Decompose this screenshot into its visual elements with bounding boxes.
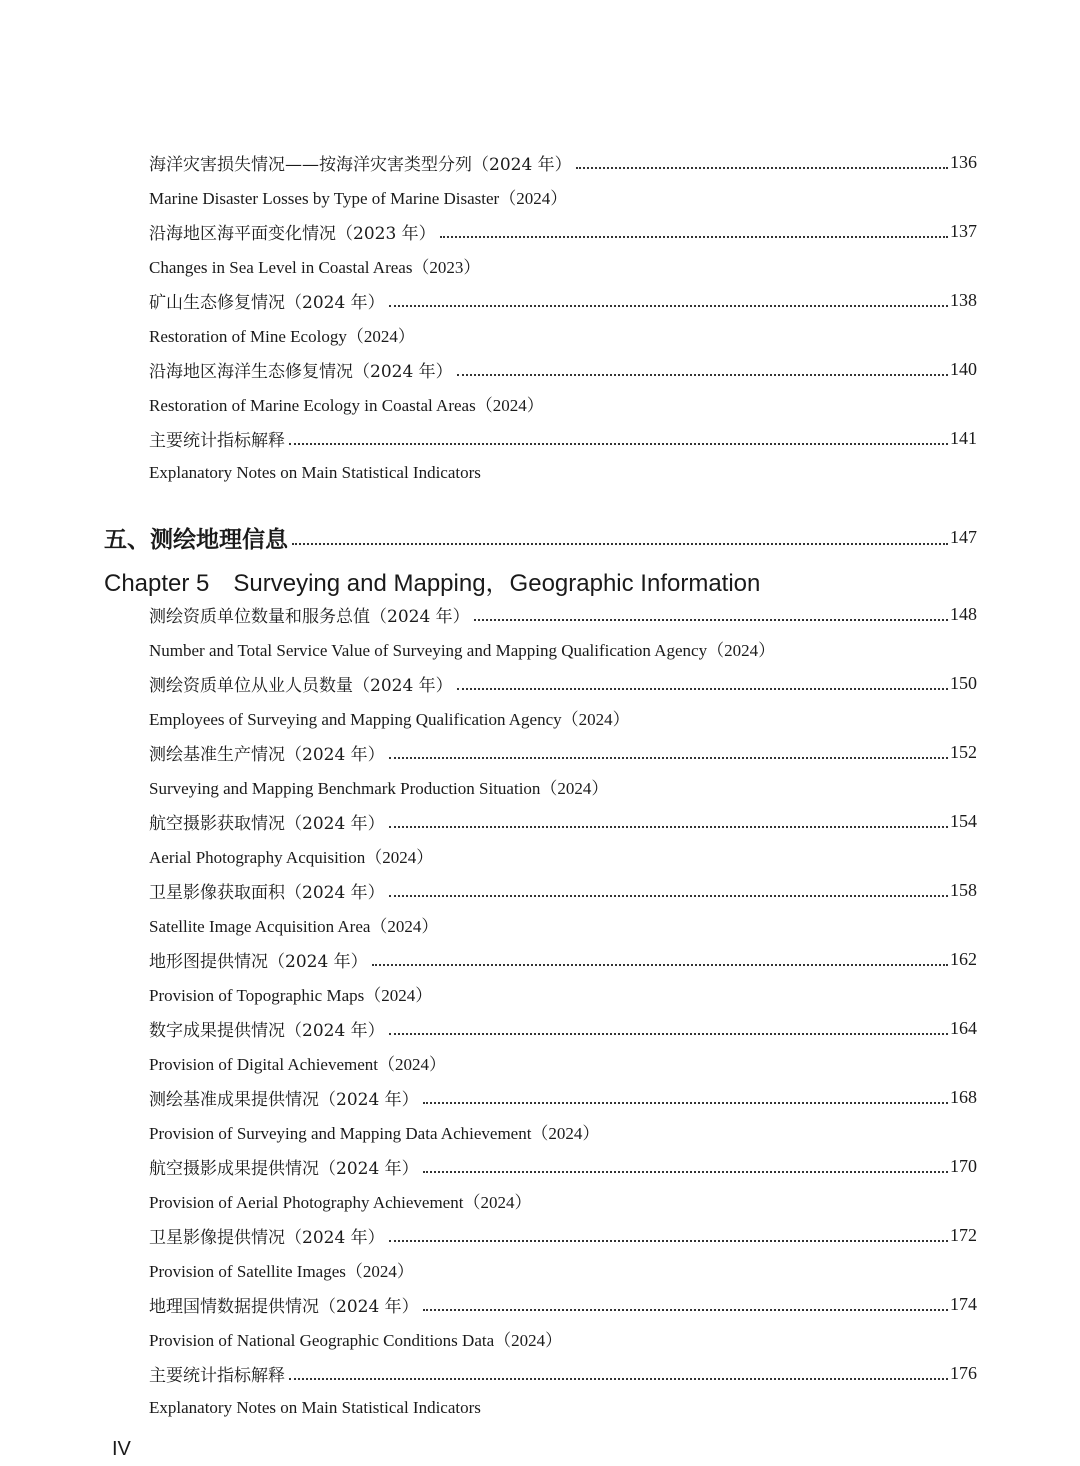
dot-leader [389,824,948,828]
toc-entry-title-en: Restoration of Marine Ecology in Coastal Areas（2024） [149,396,544,415]
chapter-heading-cn[interactable] [104,517,977,557]
toc-entry-title-cn: 测绘资质单位从业人员数量（2024 年） [149,675,453,696]
toc-entry[interactable] [149,942,977,976]
toc-page-number: 136 [950,151,977,172]
page-folio: IV [112,1438,131,1460]
toc-page-number: 172 [950,1224,977,1245]
toc-entry-title-cn: 航空摄影成果提供情况（2024 年） [149,1158,419,1179]
toc-entry[interactable] [149,1011,977,1045]
dot-leader [457,686,948,690]
toc-entry-title-en: Explanatory Notes on Main Statistical Indicators [149,462,481,482]
toc-entry-title-en: Provision of Digital Achievement（2024） [149,1055,446,1074]
toc-entry-title-cn: 沿海地区海洋生态修复情况（2024 年） [149,361,453,382]
dot-leader [440,234,948,238]
toc-entry[interactable] [149,283,977,317]
toc-entry-title-cn: 测绘基准成果提供情况（2024 年） [149,1089,419,1110]
toc-entry[interactable] [149,145,977,179]
toc-entry-title-en: Changes in Sea Level in Coastal Areas（2023） [149,258,481,277]
toc-entry[interactable] [149,1287,977,1321]
toc-page-number: 137 [950,220,977,241]
chapter-heading-en: Chapter 5 Surveying and Mapping，Geographic Information [104,569,761,597]
dot-leader [423,1100,948,1104]
dot-leader [474,617,948,621]
toc-page-number: 168 [950,1086,977,1107]
toc-page-number: 140 [950,358,977,379]
dot-leader [389,755,948,759]
toc-page-number: 164 [950,1017,977,1038]
toc-entry-title-cn: 测绘基准生产情况（2024 年） [149,744,385,765]
toc-entry[interactable] [149,1356,977,1390]
toc-page-number: 174 [950,1293,977,1314]
toc-entry-title-en: Number and Total Service Value of Surveying and Mapping Qualification Agency（2024） [149,641,776,660]
toc-entry-title-cn: 矿山生态修复情况（2024 年） [149,292,385,313]
toc-page-number: 176 [950,1362,977,1383]
toc-entry[interactable] [149,735,977,769]
toc-entry-title-cn: 航空摄影获取情况（2024 年） [149,813,385,834]
toc-entry-title-cn: 测绘资质单位数量和服务总值（2024 年） [149,606,470,627]
toc-entry-title-cn: 数字成果提供情况（2024 年） [149,1020,385,1041]
dot-leader [389,1238,948,1242]
toc-entry[interactable] [149,873,977,907]
toc-entry[interactable] [149,597,977,631]
toc-entry-title-en: Provision of National Geographic Conditions Data（2024） [149,1331,563,1350]
toc-entry[interactable] [149,1149,977,1183]
toc-entry-title-cn: 沿海地区海平面变化情况（2023 年） [149,223,436,244]
dot-leader [389,303,948,307]
toc-entry-title-en: Provision of Topographic Maps（2024） [149,986,433,1005]
toc-entry[interactable] [149,804,977,838]
toc-page-number: 141 [950,427,977,448]
dot-leader [292,541,948,545]
toc-entry-title-en: Provision of Aerial Photography Achievement（2024） [149,1193,532,1212]
toc-entry-title-en: Restoration of Mine Ecology（2024） [149,327,415,346]
toc-entry[interactable] [149,214,977,248]
toc-entry-title-en: Satellite Image Acquisition Area（2024） [149,917,439,936]
toc-entry-title-cn: 地形图提供情况（2024 年） [149,951,368,972]
dot-leader [289,1376,948,1380]
chapter-page-number: 147 [950,526,977,547]
dot-leader [576,165,948,169]
toc-entry-title-cn: 卫星影像提供情况（2024 年） [149,1227,385,1248]
dot-leader [457,372,948,376]
dot-leader [389,1031,948,1035]
toc-entry-title-cn: 主要统计指标解释 [149,1365,285,1386]
toc-entry-title-en: Explanatory Notes on Main Statistical Indicators [149,1397,481,1417]
toc-entry-title-en: Marine Disaster Losses by Type of Marine Disaster（2024） [149,189,568,208]
toc-page-number: 138 [950,289,977,310]
toc-page-number: 150 [950,672,977,693]
toc-page-number: 152 [950,741,977,762]
toc-entry-title-cn: 主要统计指标解释 [149,430,285,451]
toc-entry-title-en: Surveying and Mapping Benchmark Production Situation（2024） [149,779,609,798]
dot-leader [423,1169,948,1173]
dot-leader [423,1307,948,1311]
toc-entry-title-en: Employees of Surveying and Mapping Qualification Agency（2024） [149,710,630,729]
toc-page-number: 154 [950,810,977,831]
dot-leader [372,962,948,966]
toc-entry[interactable] [149,666,977,700]
dot-leader [389,893,948,897]
toc-chapter-5-entries [0,597,1080,1425]
toc-entry[interactable] [149,352,977,386]
dot-leader [289,441,948,445]
chapter-title-cn: 五、测绘地理信息 [104,526,288,553]
toc-entry-title-en: Provision of Surveying and Mapping Data Achievement（2024） [149,1124,600,1143]
toc-entry-title-en: Aerial Photography Acquisition（2024） [149,848,434,867]
toc-page-number: 158 [950,879,977,900]
toc-page-number: 162 [950,948,977,969]
toc-entry-title-cn: 地理国情数据提供情况（2024 年） [149,1296,419,1317]
toc-page-number: 148 [950,603,977,624]
toc-section-4-entries [0,145,1080,490]
toc-page-number: 170 [950,1155,977,1176]
toc-entry[interactable] [149,1080,977,1114]
toc-entry[interactable] [149,421,977,455]
toc-entry[interactable] [149,1218,977,1252]
toc-entry-title-en: Provision of Satellite Images（2024） [149,1262,414,1281]
toc-entry-title-cn: 卫星影像获取面积（2024 年） [149,882,385,903]
toc-entry-title-cn: 海洋灾害损失情况——按海洋灾害类型分列（2024 年） [149,154,572,175]
